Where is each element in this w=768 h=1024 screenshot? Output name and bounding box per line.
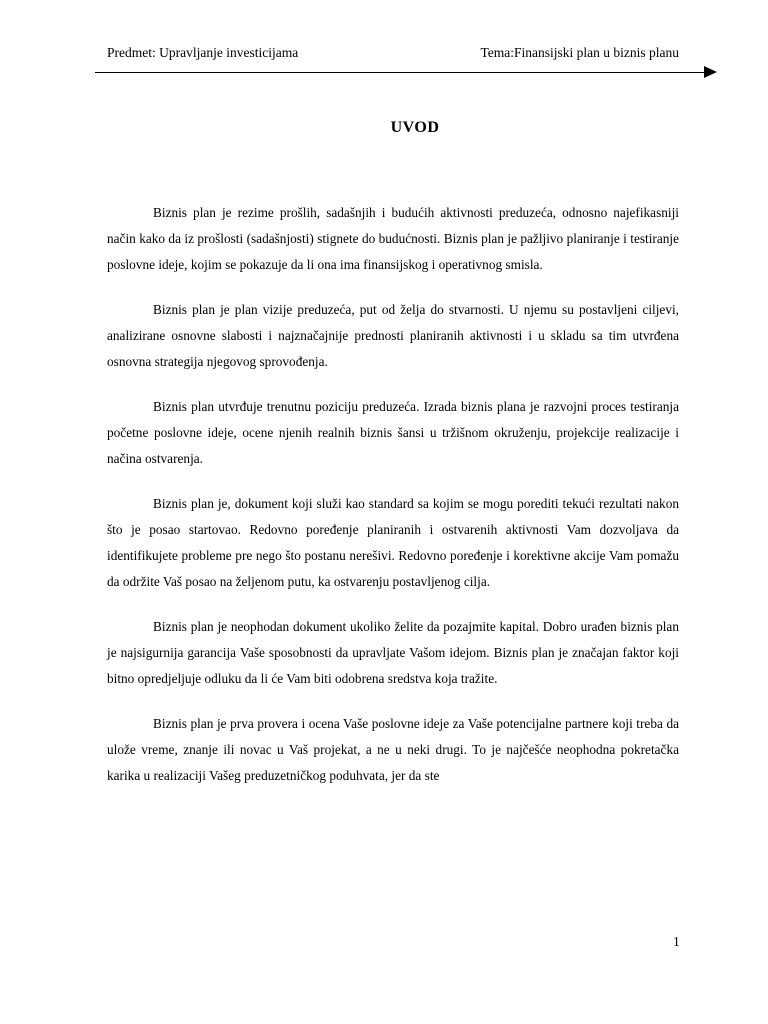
header-topic: Tema:Finansijski plan u biznis planu: [480, 45, 679, 60]
header-rule: [95, 72, 707, 73]
document-title: UVOD: [390, 119, 440, 136]
paragraph-4: Biznis plan je, dokument koji služi kao standard sa kojim se mogu porediti tekući rezultati nakon što je posao startovao. Redovno poređenje planiranih i ostvarenih aktivnosti Vam dozvoljava da identifikujete probleme pre nego što postanu nerešivi. Redovno poređenje i korektivne akcije Vam pomažu da održite Vaš posao na željenom putu, ka ostvarenju postavljenog cilja.: [107, 496, 679, 589]
paragraph-1: Biznis plan je rezime prošlih, sadašnjih i budućih aktivnosti preduzeća, odnosno najefikasniji način kako da iz prošlosti (sadašnjosti) stignete do budućnosti. Biznis plan je pažljivo planiranje i testiranje poslovne ideje, kojim se pokazuje da li ona ima finansijskog i operativnog smisla.: [107, 205, 679, 272]
header-subject: Predmet: Upravljanje investicijama: [107, 45, 299, 60]
page-number: 1: [673, 934, 680, 949]
arrow-right-icon: [704, 66, 717, 78]
paragraph-3: Biznis plan utvrđuje trenutnu poziciju preduzeća. Izrada biznis plana je razvojni proces testiranja početne poslovne ideje, ocene njenih realnih biznis šansi u tržišnom okruženju, projekcije realizacije i načina ostvarenja.: [107, 399, 679, 466]
document-body: [107, 200, 679, 808]
paragraph-6: Biznis plan je prva provera i ocena Vaše poslovne ideje za Vaše potencijalne partnere koji treba da ulože vreme, znanje ili novac u Vaš projekat, a ne u neki drugi. To je najčešće neophodna pokretačka karika u realizaciji Vašeg preduzetničkog poduhvata, jer da ste: [107, 716, 679, 783]
paragraph-2: Biznis plan je plan vizije preduzeća, put od želja do stvarnosti. U njemu su postavljeni ciljevi, analizirane osnovne slabosti i najznačajnije prednosti planiranih aktivnosti i u skladu sa tim utvrđena osnovna strategija njegovog sprovođenja.: [107, 302, 679, 369]
paragraph-5: Biznis plan je neophodan dokument ukoliko želite da pozajmite kapital. Dobro urađen biznis plan je najsigurnija garancija Vaše sposobnosti da upravljate Vašom idejom. Biznis plan je značajan faktor koji bitno opredjeljuje odluku da li će Vam biti odobrena sredstva koja tražite.: [107, 619, 679, 686]
